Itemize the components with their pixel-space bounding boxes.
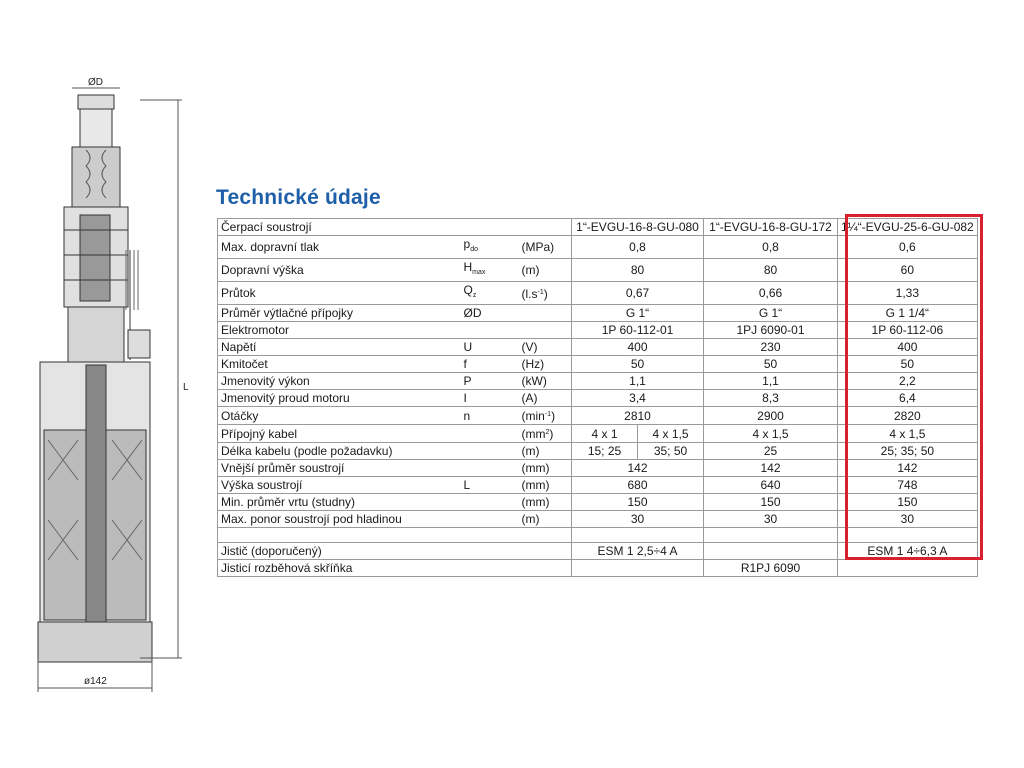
- unit-text: (Hz): [521, 357, 545, 371]
- param-unit: [516, 305, 572, 322]
- param-symbol: [460, 460, 516, 477]
- spacer-cell: [838, 528, 978, 543]
- value-cell: G 1 1/4“: [838, 305, 978, 322]
- param-name: Kmitočet: [218, 356, 460, 373]
- param-symbol: [460, 373, 516, 390]
- value-cell: 150: [572, 494, 704, 511]
- value-cell: ESM 1 2,5÷4 A: [572, 543, 704, 560]
- unit-close: ): [543, 286, 548, 301]
- unit-superscript: 2: [545, 429, 550, 436]
- param-symbol: [460, 305, 516, 322]
- param-symbol: [460, 477, 516, 494]
- param-unit: [516, 339, 572, 356]
- unit-text: (l.s: [521, 286, 538, 301]
- param-unit: [516, 494, 572, 511]
- value-cell: 60: [838, 259, 978, 282]
- length-label: L: [183, 382, 189, 393]
- value-cell: 0,67: [572, 282, 704, 305]
- param-unit: [516, 477, 572, 494]
- symbol-subscript: do: [470, 246, 478, 253]
- value-cell: R1PJ 6090: [704, 560, 838, 577]
- table-row: [218, 407, 978, 425]
- table-row: [218, 356, 978, 373]
- param-name: Délka kabelu (podle požadavku): [218, 443, 460, 460]
- symbol-text: f: [463, 357, 467, 371]
- table-row: [218, 443, 978, 460]
- value-cell: 680: [572, 477, 704, 494]
- param-symbol: [460, 390, 516, 407]
- param-name: Napětí: [218, 339, 460, 356]
- table-row: [218, 282, 978, 305]
- param-name: Jisticí rozběhová skříňka: [218, 560, 572, 577]
- table-row: [218, 425, 978, 443]
- table-row: [218, 390, 978, 407]
- param-name: Elektromotor: [218, 322, 460, 339]
- table-row: [218, 236, 978, 259]
- param-symbol: [460, 356, 516, 373]
- param-unit: [516, 407, 572, 425]
- value-cell: 142: [572, 460, 704, 477]
- param-unit: [516, 259, 572, 282]
- value-cell: 80: [572, 259, 704, 282]
- unit-text: (A): [521, 391, 538, 405]
- header-label: Čerpací soustrojí: [218, 219, 572, 236]
- spacer-cell: [218, 528, 572, 543]
- value-cell: 2810: [572, 407, 704, 425]
- symbol-text: I: [463, 391, 467, 405]
- param-name: Jmenovitý výkon: [218, 373, 460, 390]
- param-name: Průtok: [218, 282, 460, 305]
- param-symbol: [460, 425, 516, 443]
- value-cell: 80: [704, 259, 838, 282]
- unit-close: ): [551, 409, 556, 423]
- param-name: Vnější průměr soustrojí: [218, 460, 460, 477]
- value-cell: 400: [572, 339, 704, 356]
- value-cell: 8,3: [704, 390, 838, 407]
- model-name: 1“-EVGU-16-8-GU-172: [704, 219, 838, 236]
- value-cell: 748: [838, 477, 978, 494]
- param-unit: [516, 236, 572, 259]
- param-unit: [516, 373, 572, 390]
- unit-text: (mm: [521, 427, 546, 441]
- technical-data-table: [217, 218, 978, 577]
- value-cell: 4 x 1,5: [704, 425, 838, 443]
- table-row: [218, 494, 978, 511]
- value-cell: 30: [704, 511, 838, 528]
- param-symbol: [460, 236, 516, 259]
- unit-text: (m): [521, 444, 540, 458]
- unit-superscript: -1: [537, 288, 544, 296]
- param-unit: [516, 460, 572, 477]
- value-cell: 142: [838, 460, 978, 477]
- model-name: 1“-EVGU-16-8-GU-080: [572, 219, 704, 236]
- symbol-subscript: max: [472, 269, 486, 276]
- spacer-cell: [572, 528, 704, 543]
- symbol-text: n: [463, 408, 471, 423]
- unit-text: (min: [521, 409, 545, 423]
- symbol-text: H: [463, 260, 473, 274]
- param-name: Max. dopravní tlak: [218, 236, 460, 259]
- value-cell: [838, 560, 978, 577]
- value-cell: 400: [838, 339, 978, 356]
- param-symbol: [460, 259, 516, 282]
- value-cell: 0,8: [704, 236, 838, 259]
- symbol-text: ØD: [463, 306, 482, 320]
- param-unit: [516, 282, 572, 305]
- param-symbol: [460, 443, 516, 460]
- diameter-top-label: ØD: [88, 77, 103, 88]
- value-cell: 50: [704, 356, 838, 373]
- param-name: Dopravní výška: [218, 259, 460, 282]
- param-unit: [516, 425, 572, 443]
- param-name: Výška soustrojí: [218, 477, 460, 494]
- value-cell: 0,6: [838, 236, 978, 259]
- value-cell: 4 x 1: [572, 425, 638, 443]
- unit-text: (kW): [521, 374, 547, 388]
- value-cell: G 1“: [572, 305, 704, 322]
- symbol-text: U: [463, 340, 473, 354]
- unit-text: (MPa): [521, 240, 555, 254]
- value-cell: 1P 60-112-01: [572, 322, 704, 339]
- param-name: Max. ponor soustrojí pod hladinou: [218, 511, 460, 528]
- value-cell: 230: [704, 339, 838, 356]
- pump-cross-section-drawing: [0, 0, 215, 768]
- section-title: Technické údaje: [216, 186, 381, 209]
- table-row: [218, 373, 978, 390]
- param-unit: [516, 356, 572, 373]
- unit-text: (m): [521, 263, 540, 277]
- value-cell: 2,2: [838, 373, 978, 390]
- value-cell: 0,66: [704, 282, 838, 305]
- value-cell: 6,4: [838, 390, 978, 407]
- value-cell: 2820: [838, 407, 978, 425]
- param-name: Jistič (doporučený): [218, 543, 572, 560]
- table-header-row: [218, 219, 978, 236]
- param-name: Průměr výtlačné přípojky: [218, 305, 460, 322]
- value-cell: 35; 50: [638, 443, 704, 460]
- value-cell: 0,8: [572, 236, 704, 259]
- param-unit: [516, 443, 572, 460]
- value-cell: 1P 60-112-06: [838, 322, 978, 339]
- symbol-text: P: [463, 374, 472, 388]
- table-row: [218, 477, 978, 494]
- param-symbol: [460, 494, 516, 511]
- value-cell: 50: [838, 356, 978, 373]
- value-cell: [572, 560, 704, 577]
- table-row: [218, 259, 978, 282]
- unit-text: (mm): [521, 461, 550, 475]
- value-cell: G 1“: [704, 305, 838, 322]
- value-cell: 150: [838, 494, 978, 511]
- unit-text: (mm): [521, 495, 550, 509]
- diameter-bottom-label: ø142: [84, 676, 107, 687]
- symbol-subscript: z: [472, 292, 477, 299]
- value-cell: 150: [704, 494, 838, 511]
- footer-row: [218, 560, 978, 577]
- param-symbol: [460, 322, 516, 339]
- value-cell: 142: [704, 460, 838, 477]
- table-row: [218, 511, 978, 528]
- model-name: 1¼“-EVGU-25-6-GU-082: [838, 219, 978, 236]
- value-cell: 2900: [704, 407, 838, 425]
- param-symbol: [460, 407, 516, 425]
- value-cell: 1,1: [572, 373, 704, 390]
- param-name: Přípojný kabel: [218, 425, 460, 443]
- unit-text: (m): [521, 512, 540, 526]
- value-cell: 25: [704, 443, 838, 460]
- param-unit: [516, 390, 572, 407]
- value-cell: 1,1: [704, 373, 838, 390]
- value-cell: 4 x 1,5: [838, 425, 978, 443]
- value-cell: 1PJ 6090-01: [704, 322, 838, 339]
- unit-text: (V): [521, 340, 538, 354]
- param-unit: [516, 322, 572, 339]
- symbol-text: Q: [463, 283, 473, 297]
- symbol-text: p: [463, 237, 471, 251]
- value-cell: [704, 543, 838, 560]
- param-symbol: [460, 511, 516, 528]
- param-symbol: [460, 282, 516, 305]
- param-symbol: [460, 339, 516, 356]
- value-cell: 50: [572, 356, 704, 373]
- param-name: Otáčky: [218, 407, 460, 425]
- table-row: [218, 305, 978, 322]
- param-name: Jmenovitý proud motoru: [218, 390, 460, 407]
- table-row: [218, 339, 978, 356]
- value-cell: 4 x 1,5: [638, 425, 704, 443]
- value-cell: 25; 35; 50: [838, 443, 978, 460]
- table-row: [218, 322, 978, 339]
- spacer-row: [218, 528, 978, 543]
- unit-close: ): [549, 427, 554, 441]
- footer-row: [218, 543, 978, 560]
- value-cell: 30: [572, 511, 704, 528]
- spacer-cell: [704, 528, 838, 543]
- value-cell: ESM 1 4÷6,3 A: [838, 543, 978, 560]
- table-row: [218, 460, 978, 477]
- value-cell: 1,33: [838, 282, 978, 305]
- unit-text: (mm): [521, 478, 550, 492]
- value-cell: 15; 25: [572, 443, 638, 460]
- symbol-text: L: [463, 478, 471, 492]
- param-unit: [516, 511, 572, 528]
- value-cell: 3,4: [572, 390, 704, 407]
- param-name: Min. průměr vrtu (studny): [218, 494, 460, 511]
- value-cell: 640: [704, 477, 838, 494]
- value-cell: 30: [838, 511, 978, 528]
- unit-superscript: -1: [544, 411, 552, 418]
